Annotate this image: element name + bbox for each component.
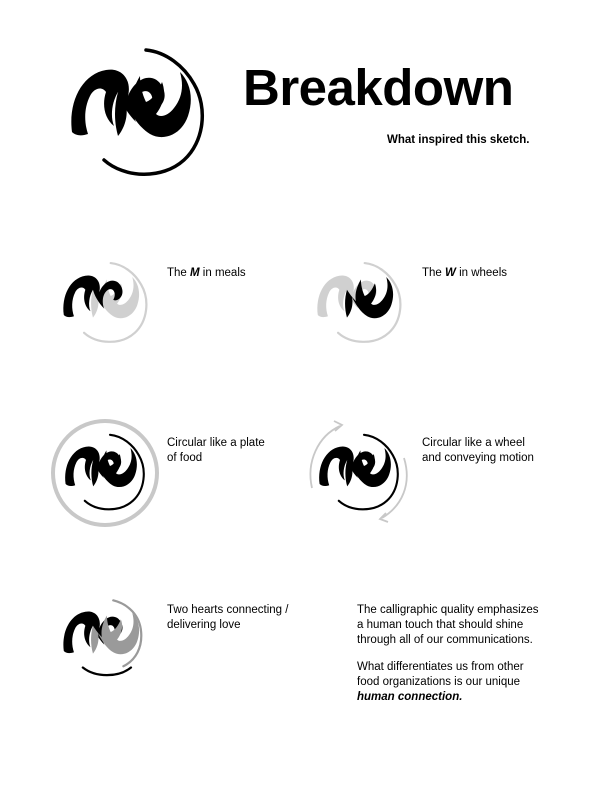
two-hearts-icon	[60, 594, 150, 684]
item-m-in-meals: The M in meals	[167, 267, 246, 279]
human-connection-text: human connection.	[357, 691, 463, 703]
page-title: Breakdown	[243, 59, 514, 116]
w-in-wheels-icon	[314, 258, 404, 348]
paragraph-calligraphic: The calligraphic quality emphasizes a human touch that should shine through all of our communications.	[357, 604, 539, 646]
item-two-hearts: Two hearts connecting / delivering love	[167, 604, 289, 631]
main-logo-icon	[66, 42, 208, 184]
item-wheel: Circular like a wheel and conveying motion	[422, 437, 534, 464]
plate-circle-icon	[50, 418, 160, 528]
item-w-in-wheels: The W in wheels	[422, 267, 508, 279]
wheel-motion-icon	[304, 418, 414, 528]
page-subtitle: What inspired this sketch.	[387, 134, 530, 146]
paragraph-differentiates: What differentiates us from other food organizations is our unique human connection.	[357, 660, 567, 705]
item-plate: Circular like a plate of food	[167, 437, 265, 464]
m-in-meals-icon	[60, 258, 150, 348]
